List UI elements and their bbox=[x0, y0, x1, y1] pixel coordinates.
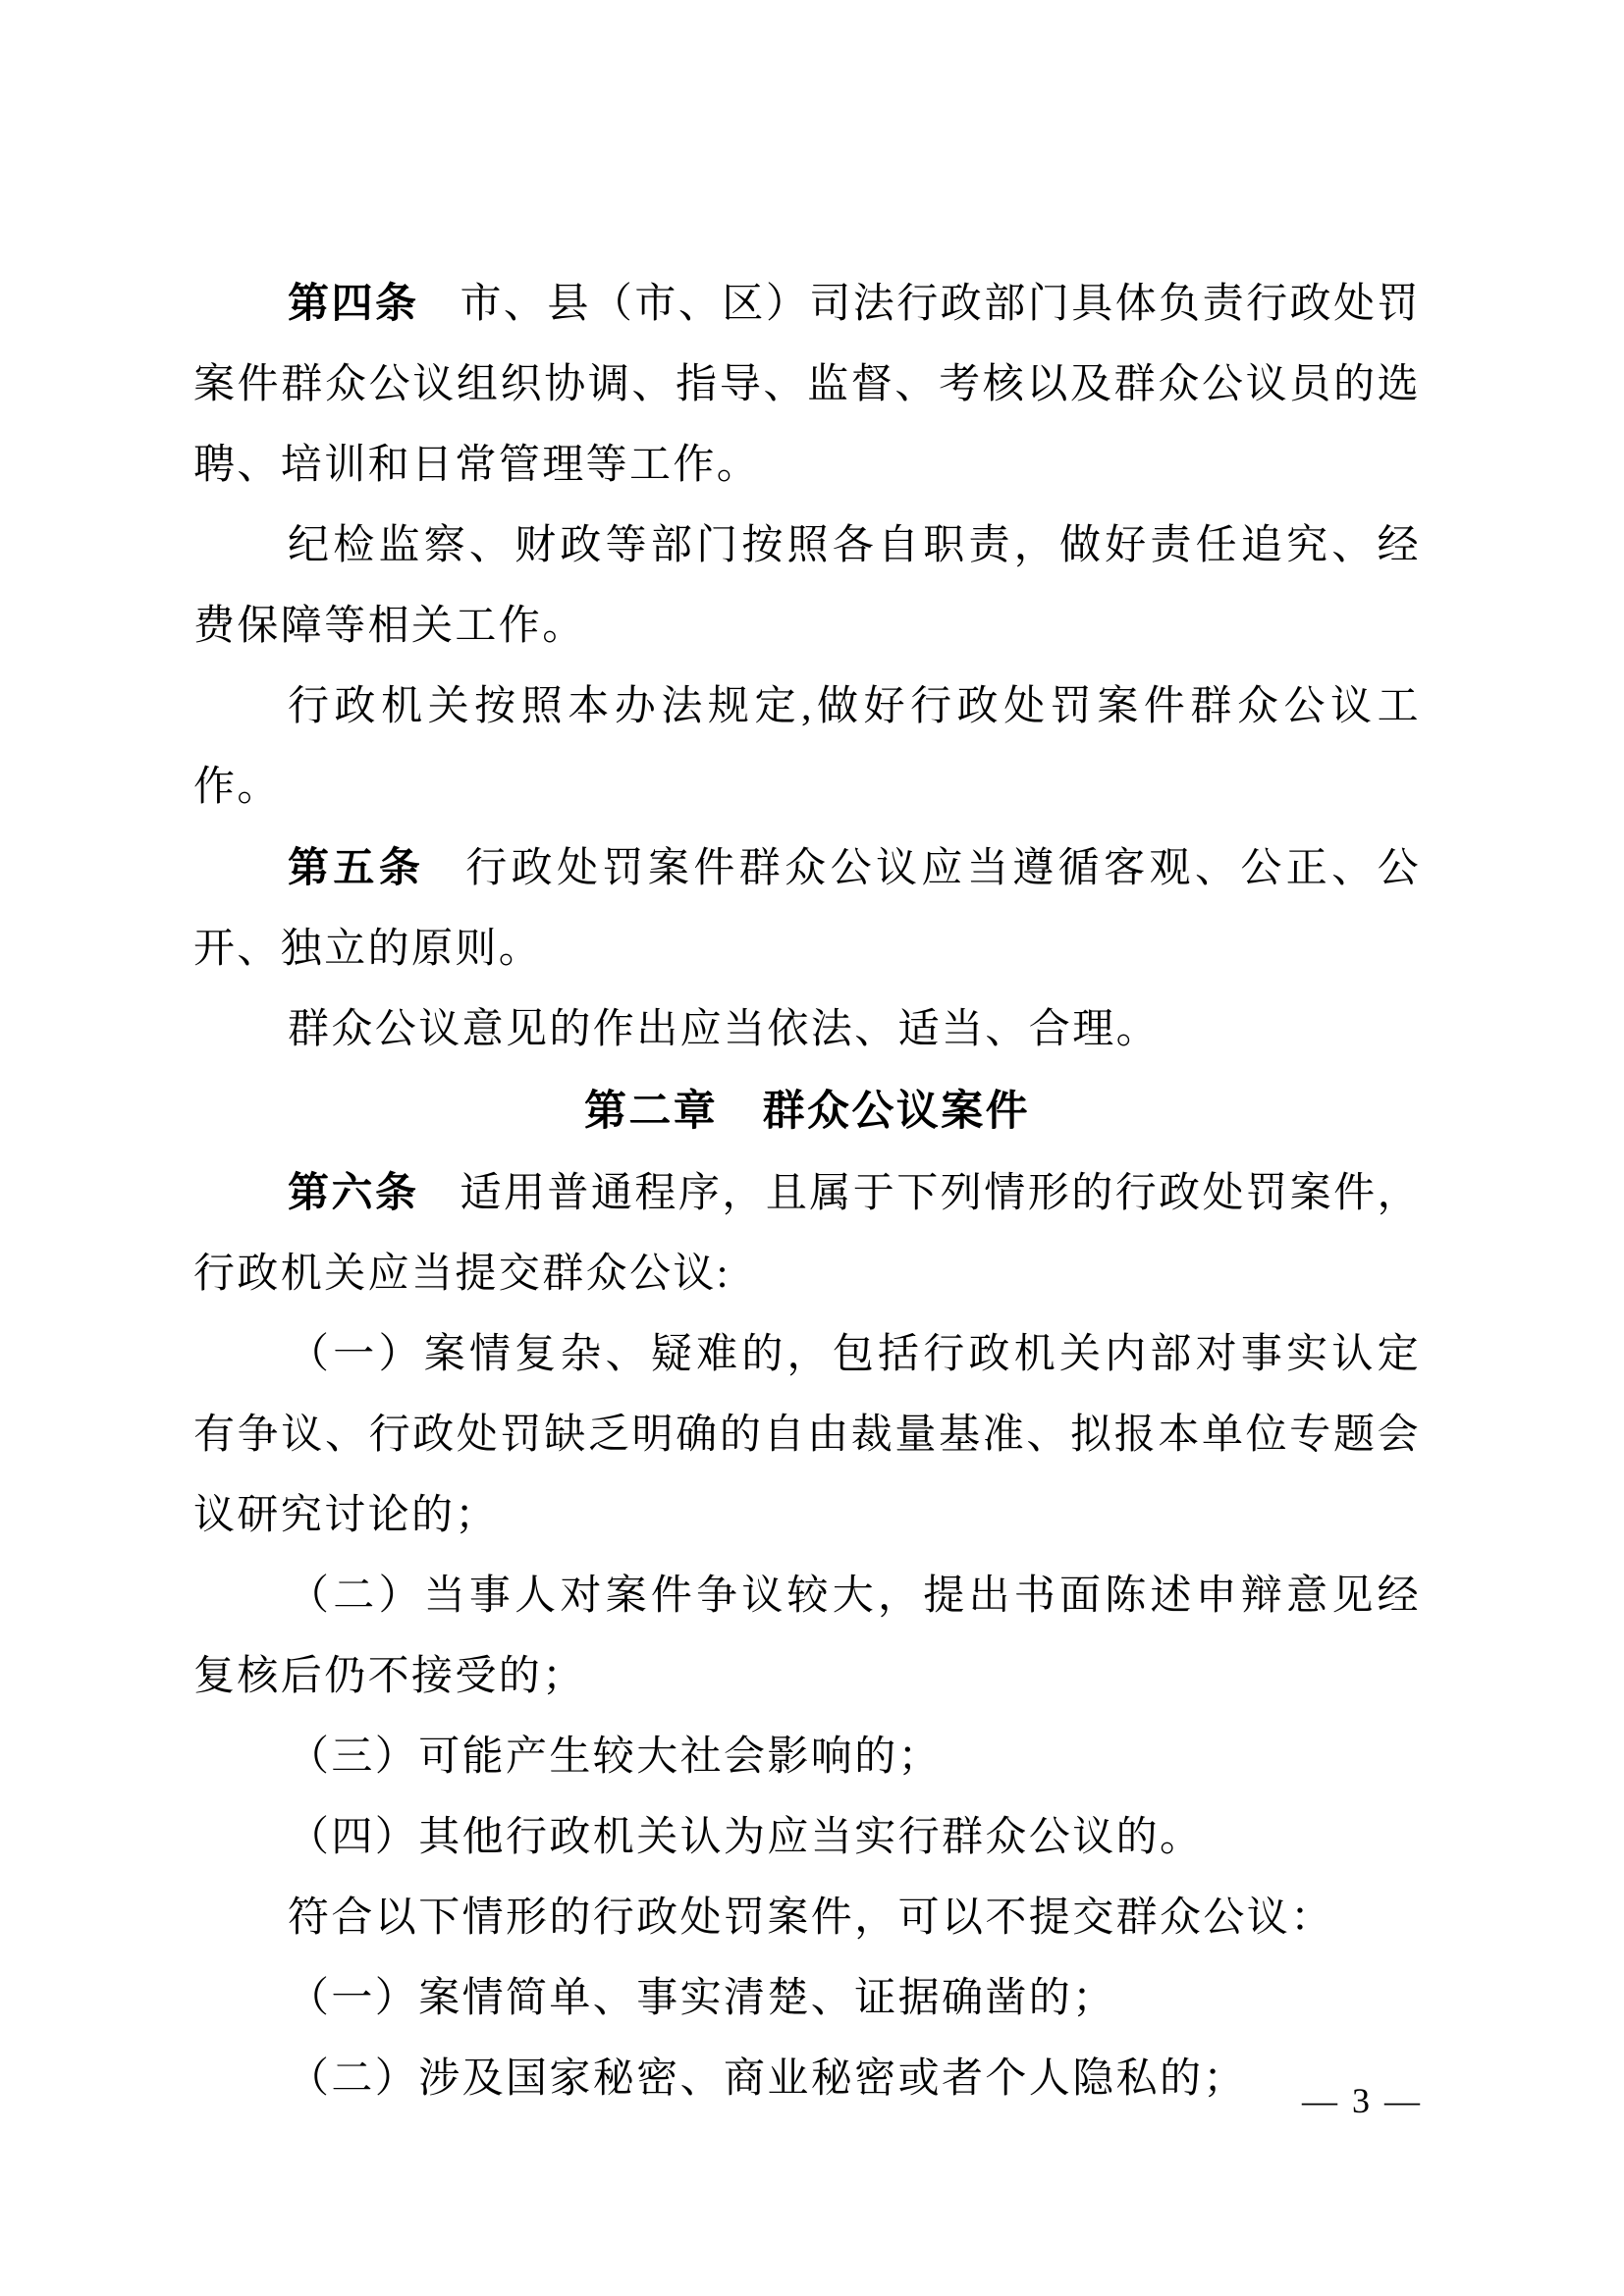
paragraph-text: （二）当事人对案件争议较大，提出书面陈述申辩意见经复核后仍不接受的； bbox=[193, 1574, 1421, 1699]
paragraph-text: 符合以下情形的行政处罚案件，可以不提交群众公议： bbox=[288, 1896, 1334, 1941]
chapter-heading: 第二章 群众公议案件 bbox=[584, 1088, 1030, 1135]
document-body bbox=[193, 263, 1421, 2119]
body-paragraph bbox=[193, 263, 1421, 506]
body-paragraph bbox=[193, 1152, 1421, 1314]
body-paragraph bbox=[193, 989, 1421, 1070]
paragraph-text: 行政处罚案件群众公议应当遵循客观、公正、公开、独立的原则。 bbox=[193, 846, 1422, 972]
paragraph-text: 行政机关按照本办法规定,做好行政处罚案件群众公议工作。 bbox=[193, 684, 1421, 810]
body-paragraph bbox=[193, 667, 1421, 828]
paragraph-text: 纪检监察、财政等部门按照各自职责，做好责任追究、经费保障等相关工作。 bbox=[193, 523, 1421, 649]
page-number: — 3 — bbox=[1302, 2081, 1423, 2120]
body-paragraph bbox=[193, 1958, 1421, 2039]
article-label: 第六条 bbox=[288, 1169, 419, 1215]
paragraph-text: （三）可能产生较大社会影响的； bbox=[288, 1735, 943, 1780]
paragraph-text: （四）其他行政机关认为应当实行群众公议的。 bbox=[288, 1815, 1204, 1860]
body-paragraph bbox=[193, 828, 1421, 989]
body-paragraph bbox=[193, 1314, 1421, 1556]
paragraph-text: （一）案情复杂、疑难的，包括行政机关内部对事实认定有争议、行政处罚缺乏明确的自由裁量基准、拟报本单位专题会议研究讨论的； bbox=[193, 1332, 1421, 1538]
paragraph-text: 市、县（市、区）司法行政部门具体负责行政处罚案件群众公议组织协调、指导、监督、考核以及群众公议员的选聘、培训和日常管理等工作。 bbox=[193, 282, 1421, 488]
paragraph-text: 群众公议意见的作出应当依法、适当、合理。 bbox=[288, 1007, 1161, 1052]
body-paragraph bbox=[193, 1556, 1421, 1717]
article-label: 第五条 bbox=[288, 844, 425, 890]
article-label: 第四条 bbox=[288, 280, 419, 326]
body-paragraph bbox=[193, 1797, 1421, 1878]
body-paragraph bbox=[193, 2039, 1421, 2119]
paragraph-text: （二）涉及国家秘密、商业秘密或者个人隐私的； bbox=[288, 2056, 1247, 2102]
body-paragraph bbox=[193, 1717, 1421, 1797]
body-paragraph bbox=[193, 506, 1421, 667]
paragraph-text: 适用普通程序，且属于下列情形的行政处罚案件，行政机关应当提交群众公议: bbox=[193, 1171, 1421, 1297]
paragraph-text: （一）案情简单、事实清楚、证据确凿的； bbox=[288, 1976, 1116, 2021]
body-paragraph bbox=[193, 1878, 1421, 1958]
